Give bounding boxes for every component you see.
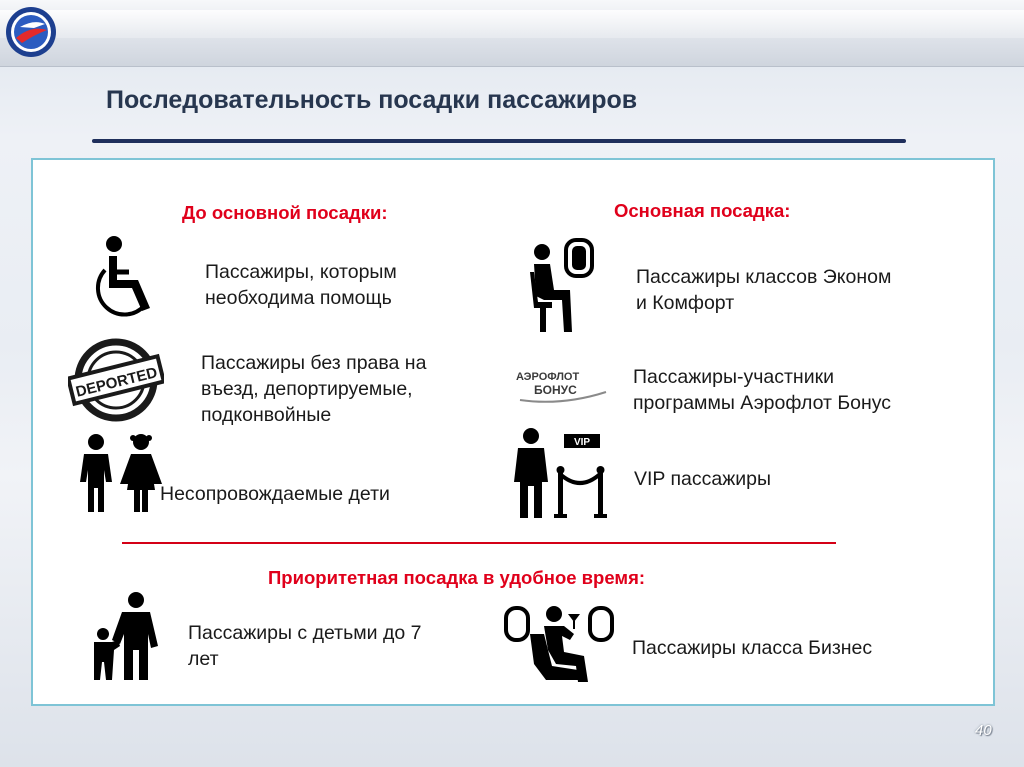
deported-stamp-icon	[68, 338, 164, 422]
text-line: необходима помощь	[205, 287, 392, 309]
assistance-passengers-text	[205, 259, 397, 311]
aeroflot-logo-bottom: БОНУС	[534, 383, 577, 397]
top-banner	[0, 0, 1024, 67]
unaccompanied-children-text	[160, 481, 390, 507]
text-line: подконвойные	[201, 404, 332, 426]
slide-title: Последовательность посадки пассажиров	[106, 86, 638, 114]
vip-badge-label: VIP	[573, 437, 591, 448]
parent-child-icon	[88, 590, 164, 682]
aeroflot-bonus-logo	[512, 364, 608, 404]
vip-icon	[512, 426, 608, 520]
text-line: программы Аэрофлот Бонус	[633, 392, 892, 414]
page-number: 40	[975, 722, 992, 739]
economy-comfort-text	[636, 264, 891, 316]
deported-stamp-label: DEPORTED	[74, 364, 160, 401]
text-line: Пассажиры классов Эконом	[636, 266, 892, 288]
text-line: Пассажиры-участники	[633, 366, 835, 388]
business-class-text	[632, 635, 872, 661]
section-divider	[122, 542, 836, 544]
text-line: и Комфорт	[636, 292, 735, 314]
before-boarding-heading: До основной посадки:	[182, 202, 388, 223]
vip-passengers-text	[634, 466, 771, 492]
children-icon	[74, 432, 166, 514]
text-line: Пассажиры без права на	[201, 352, 427, 374]
text-line: Пассажиры с детьми до 7	[188, 622, 422, 644]
banner-band	[0, 10, 1024, 38]
business-seat-icon	[504, 604, 614, 684]
text-line: Несопровождаемые дети	[160, 483, 390, 505]
text-line: Пассажиры класса Бизнес	[632, 637, 873, 659]
priority-boarding-heading: Приоритетная посадка в удобное время:	[268, 567, 646, 588]
wheelchair-icon	[84, 234, 160, 326]
aeroflot-logo-top: АЭРОФЛОТ	[516, 371, 580, 383]
text-line: въезд, депортируемые,	[201, 378, 413, 400]
title-underline	[92, 139, 906, 143]
text-line: VIP пассажиры	[634, 468, 772, 490]
seated-passenger-icon	[526, 238, 596, 334]
deportees-text	[201, 350, 426, 428]
aeroflot-bonus-text	[633, 364, 891, 416]
airline-emblem-logo	[4, 5, 58, 59]
main-boarding-heading: Основная посадка:	[614, 200, 791, 221]
families-with-children-text	[188, 620, 421, 672]
text-line: лет	[188, 648, 219, 670]
text-line: Пассажиры, которым	[205, 261, 397, 283]
